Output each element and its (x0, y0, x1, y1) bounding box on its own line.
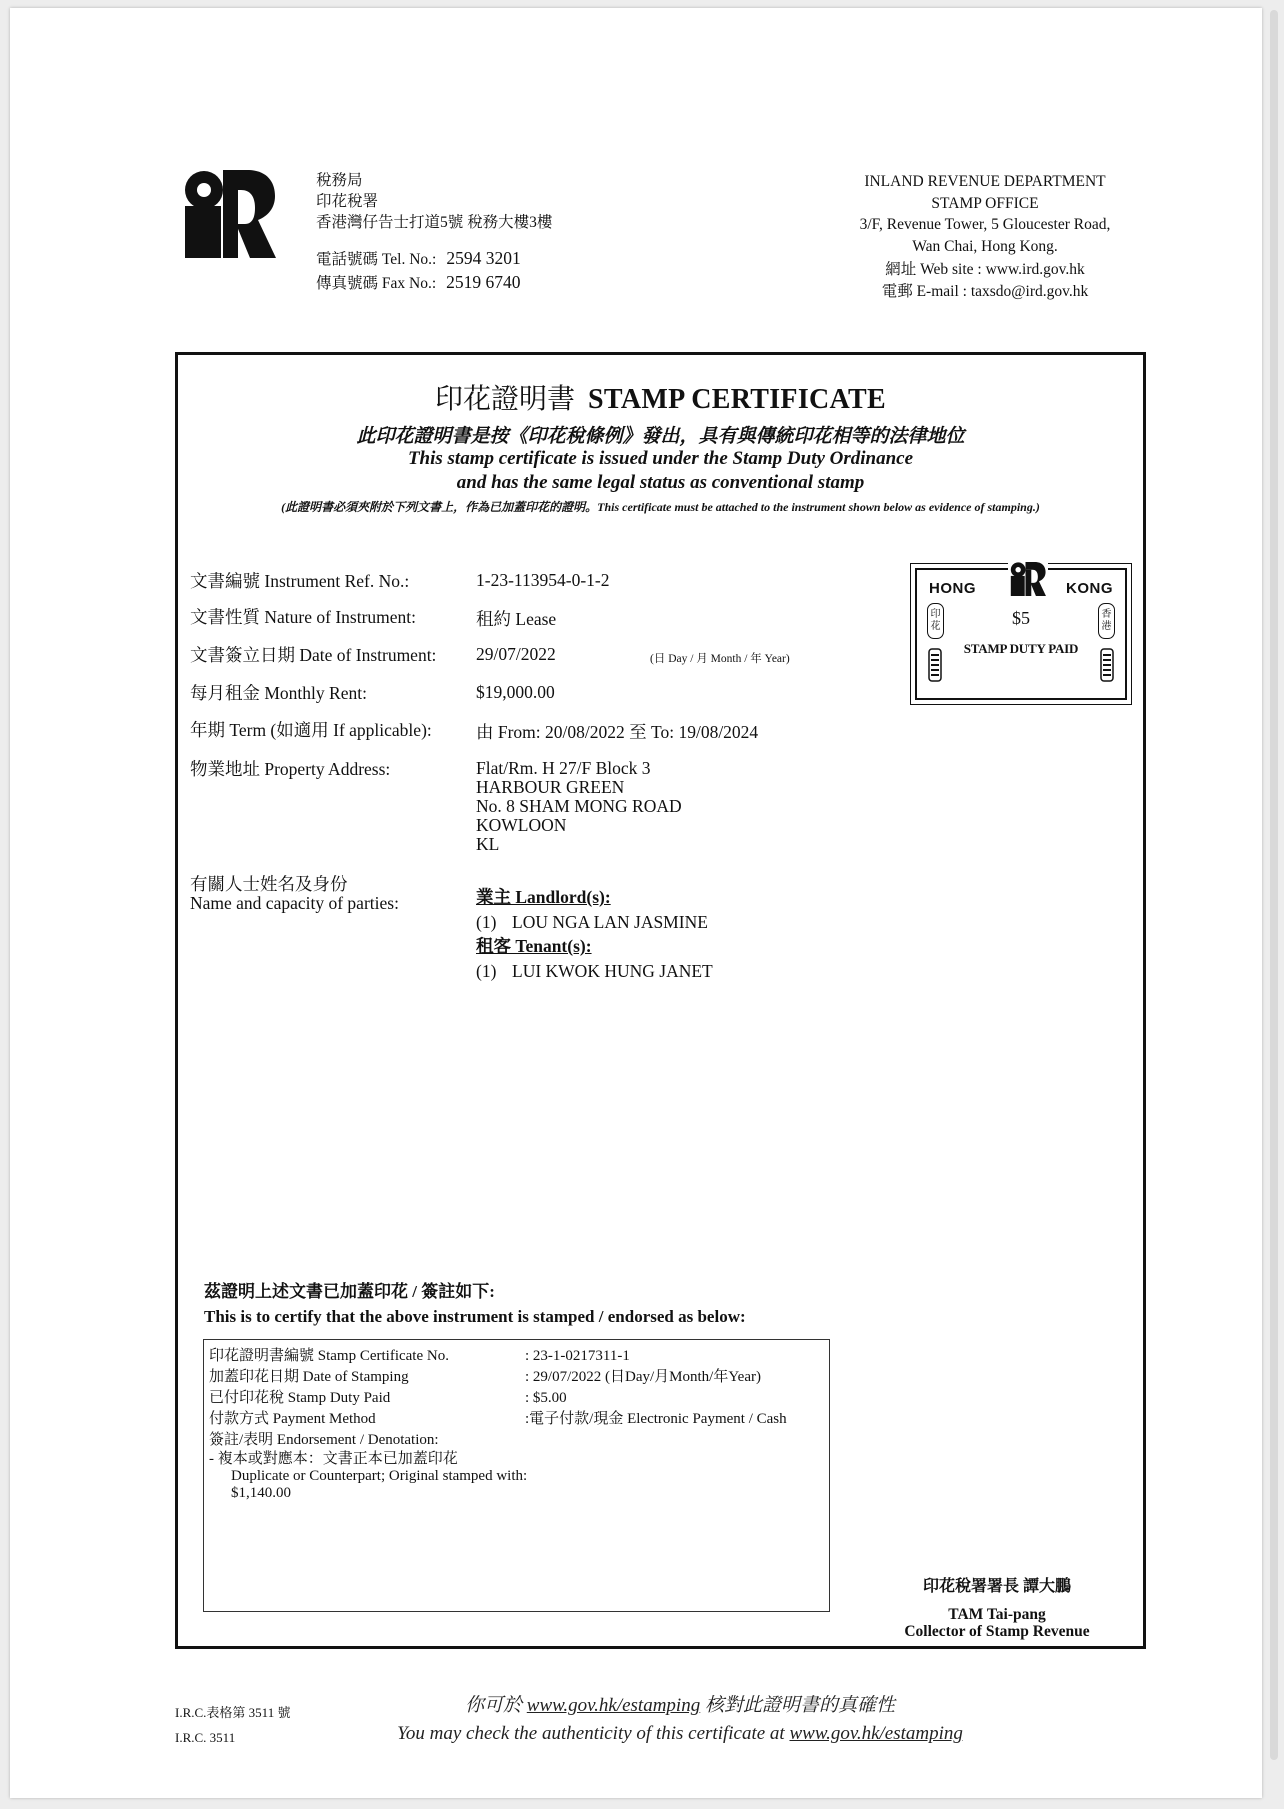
certify-statement (204, 1279, 746, 1329)
form-number-en: I.R.C. 3511 (175, 1730, 236, 1745)
duty-paid-label: 已付印花稅 Stamp Duty Paid (209, 1390, 391, 1406)
stamp-chop-left: 印花 (927, 603, 944, 639)
stamp-hong-text: HONG (929, 580, 976, 597)
document-page (10, 8, 1262, 1798)
cert-no-row (209, 1346, 630, 1367)
property-address (476, 759, 682, 854)
tel-value: 2594 3201 (446, 248, 521, 268)
subtitle-en-1: This stamp certificate is issued under the Stamp Duty Ordinance (407, 448, 914, 469)
scrollbar[interactable] (1270, 10, 1278, 1760)
payment-method-value: :電子付款/現金 Electronic Payment / Cash (525, 1411, 787, 1427)
header-address-en-1: 3/F, Revenue Tower, 5 Gloucester Road, (859, 216, 1111, 233)
form-number-cn: I.R.C.表格第 3511 號 (175, 1705, 291, 1720)
parties-label-en: Name and capacity of parties: (190, 893, 399, 913)
stamp-chop-right: 香港 (1098, 603, 1115, 639)
certify-cn: 茲證明上述文書已加蓋印花 / 簽註如下: (204, 1282, 495, 1301)
header-left (316, 170, 552, 295)
ref-value: 1-23-113954-0-1-2 (476, 570, 610, 590)
rent-value: $19,000.00 (476, 682, 555, 702)
header-dept-cn: 稅務局 (316, 172, 363, 189)
duty-paid-value: : $5.00 (525, 1390, 567, 1406)
authenticity-cn-pre: 你可於 (465, 1695, 523, 1716)
stamp-amount: $5 (1012, 608, 1030, 628)
payment-method-label: 付款方式 Payment Method (209, 1411, 376, 1427)
stamping-date-label: 加蓋印花日期 Date of Stamping (209, 1369, 409, 1385)
date-value: 29/07/2022 (476, 644, 556, 664)
fax-label: 傳真號碼 Fax No.: (316, 275, 437, 292)
rent-label: 每月租金 Monthly Rent: (190, 683, 367, 703)
date-label: 文書簽立日期 Date of Instrument: (190, 645, 437, 665)
certify-en: This is to certify that the above instrument is stamped / endorsed as below: (204, 1307, 746, 1326)
stamping-date-value: : 29/07/2022 (日Day/月Month/年Year) (525, 1369, 761, 1385)
stamping-date-row (209, 1367, 761, 1388)
parties-label-cn: 有關人士姓名及身份 (190, 874, 348, 894)
nature-label: 文書性質 Nature of Instrument: (190, 607, 416, 627)
stamp-ornament-left-icon (928, 648, 942, 682)
subtitle-cn: 此印花證明書是按《印花稅條例》發出，具有與傳統印花相等的法律地位 (356, 426, 965, 447)
parties-label (190, 875, 399, 913)
ref-label: 文書編號 Instrument Ref. No.: (190, 571, 410, 591)
stamp-inner-border (915, 568, 1127, 700)
term-label: 年期 Term (如適用 If applicable): (190, 720, 432, 740)
landlord-name: LOU NGA LAN JASMINE (512, 911, 708, 932)
form-number (175, 1700, 290, 1750)
signatory-title: Collector of Stamp Revenue (904, 1623, 1090, 1640)
header-office-cn: 印花稅署 (316, 193, 379, 210)
stamping-details-box (203, 1339, 830, 1612)
tel-label: 電話號碼 Tel. No.: (316, 251, 437, 268)
landlord-entry (476, 910, 713, 935)
signatory-cn: 印花稅署署長 譚大鵬 (922, 1578, 1071, 1595)
estamping-link-en[interactable]: www.gov.hk/estamping (789, 1723, 963, 1744)
address-line: HARBOUR GREEN (476, 777, 625, 797)
endorsement-line-1: - 複本或對應本：文書正本已加蓋印花 (209, 1451, 458, 1467)
stamp-ornament-right-icon (1100, 648, 1114, 682)
authenticity-note (310, 1692, 1050, 1748)
cert-no-value: : 23-1-0217311-1 (525, 1348, 630, 1364)
endorsement-line-2: Duplicate or Counterpart; Original stamped with: (231, 1468, 528, 1484)
date-format-note: (日 Day / 月 Month / 年 Year) (650, 653, 790, 665)
header-email: 電郵 E-mail : taxsdo@ird.gov.hk (881, 282, 1089, 300)
authenticity-en-pre: You may check the authenticity of this certificate at (397, 1723, 785, 1744)
tenant-number: (1) (476, 960, 497, 981)
address-line: Flat/Rm. H 27/F Block 3 (476, 758, 651, 778)
header-right (830, 171, 1140, 302)
stamp-paid-text: STAMP DUTY PAID (963, 641, 1079, 656)
landlord-number: (1) (476, 911, 497, 932)
ird-logo (183, 170, 276, 258)
signatory-name: TAM Tai-pang (948, 1606, 1046, 1623)
address-line: No. 8 SHAM MONG ROAD (476, 796, 682, 816)
stamp-ird-logo (1008, 562, 1048, 596)
estamping-link-cn[interactable]: www.gov.hk/estamping (526, 1695, 701, 1716)
address-line: KL (476, 834, 500, 854)
header-website: 網址 Web site : www.ird.gov.hk (885, 261, 1085, 278)
payment-method-row (209, 1409, 787, 1430)
parties-list (476, 885, 713, 983)
address-line: KOWLOON (476, 815, 567, 835)
cert-no-label: 印花證明書編號 Stamp Certificate No. (209, 1348, 449, 1364)
endorsement-label: 簽註/表明 Endorsement / Denotation: (209, 1432, 439, 1448)
title-cn: 印花證明書 (435, 384, 576, 415)
authenticity-cn-post: 核對此證明書的真確性 (704, 1695, 895, 1716)
fax-value: 2519 6740 (446, 272, 521, 292)
address-label: 物業地址 Property Address: (190, 759, 391, 779)
attachment-note: (此證明書必須夾附於下列文書上，作為已加蓋印花的證明。This certificate must be attached to the instrument shown below as evidence of stamping.) (281, 500, 1040, 514)
duty-paid-row (209, 1388, 567, 1409)
stamp-kong-text: KONG (1066, 580, 1113, 597)
tenant-name: LUI KWOK HUNG JANET (512, 960, 713, 981)
tenant-entry (476, 959, 713, 984)
authenticity-en (310, 1720, 1050, 1748)
title-en: STAMP CERTIFICATE (588, 384, 886, 415)
nature-value: 租約 Lease (476, 609, 557, 629)
tenant-heading: 租客 Tenant(s): (476, 936, 592, 956)
subtitle-en-2: and has the same legal status as conventional stamp (456, 472, 865, 493)
stamp-duty-stamp (910, 563, 1132, 705)
authenticity-cn (310, 1692, 1050, 1720)
endorsement-line-3: $1,140.00 (231, 1485, 291, 1501)
header-address-en-2: Wan Chai, Hong Kong. (912, 237, 1058, 255)
term-value: 由 From: 20/08/2022 至 To: 19/08/2024 (476, 722, 759, 742)
endorsement-text (209, 1451, 527, 1502)
header-address-cn: 香港灣仔告士打道5號 稅務大樓3樓 (316, 214, 553, 231)
header-office-en: STAMP OFFICE (931, 194, 1039, 212)
certificate-box (175, 352, 1146, 1649)
certificate-title (178, 377, 1143, 417)
landlord-heading: 業主 Landlord(s): (476, 887, 611, 907)
header-dept-en: INLAND REVENUE DEPARTMENT (864, 173, 1106, 190)
signature-block (875, 1573, 1119, 1640)
